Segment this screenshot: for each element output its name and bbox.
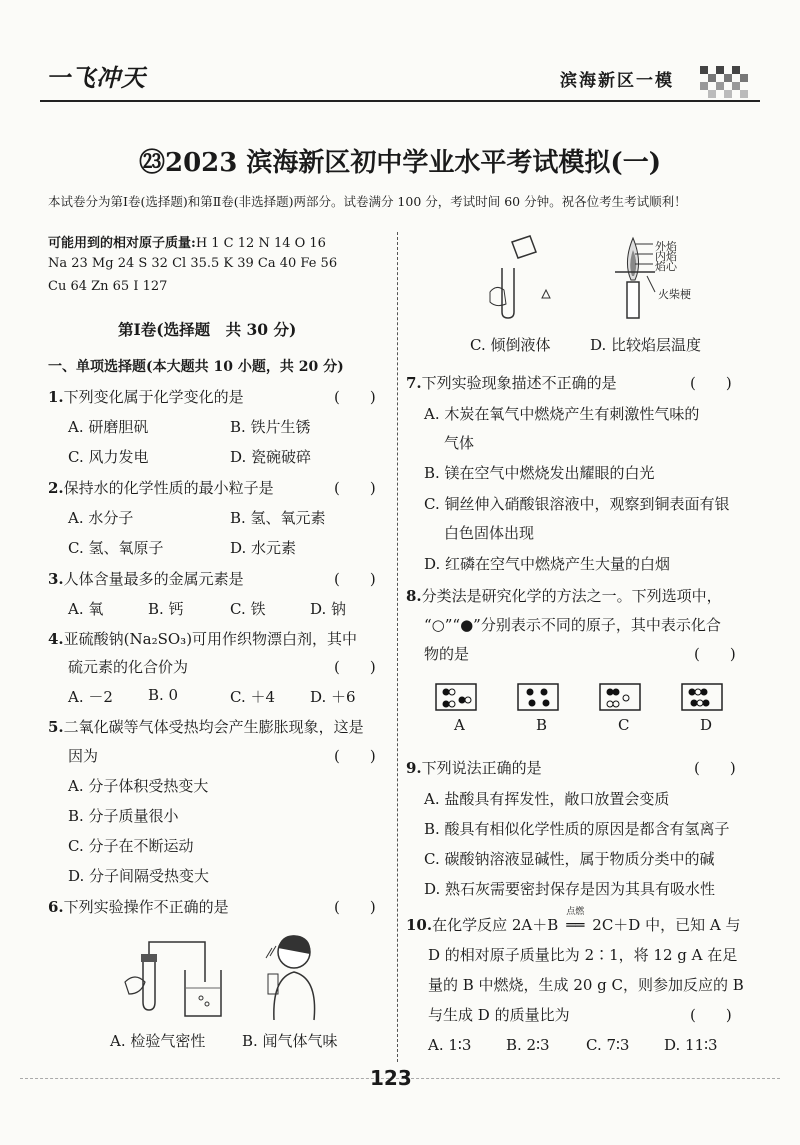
q3-number: 3.: [48, 570, 64, 588]
page-title: [0, 142, 800, 179]
page-number: 123: [370, 1066, 412, 1090]
q2-answer-blank: ( ): [334, 479, 376, 497]
header-rule: [40, 100, 760, 102]
q10-stem-4: 与生成 D 的质量比为: [428, 1006, 570, 1024]
q7-option-c: C. 铜丝伸入硝酸银溶液中，观察到铜表面有银: [424, 495, 730, 513]
q4-answer-blank: ( ): [334, 658, 376, 676]
q8-label-c: C: [618, 716, 630, 734]
q10-answer-blank: ( ): [690, 1006, 732, 1024]
q6-option-d: D. 比较焰层温度: [590, 336, 702, 354]
q10-condition: 点燃: [566, 907, 585, 917]
q7-option-b: B. 镁在空气中燃烧发出耀眼的白光: [424, 464, 655, 482]
q1-option-d: D. 瓷碗破碎: [230, 448, 312, 466]
q6-option-c: C. 倾倒液体: [470, 336, 551, 354]
q7-stem: [406, 372, 617, 393]
q8-text-1: 分类法是研究化学的方法之一。下列选项中，: [421, 587, 722, 605]
header-exam-name: 滨海新区一模: [560, 71, 674, 91]
q7-answer-blank: ( ): [690, 374, 732, 392]
q4-option-c: C. ＋4: [230, 688, 276, 706]
q3-answer-blank: ( ): [334, 570, 376, 588]
q9-option-a: A. 盐酸具有挥发性，敞口放置会变质: [424, 790, 670, 808]
q10-stem-1: [406, 907, 741, 935]
q2-text: 保持水的化学性质的最小粒子是: [63, 479, 274, 497]
q8-number: 8.: [406, 587, 422, 605]
q9-answer-blank: ( ): [694, 759, 736, 777]
q6-text: 下列实验操作不正确的是: [63, 898, 229, 916]
q10-stem-3: 量的 B 中燃烧，生成 20 g C，则参加反应的 B: [428, 976, 744, 994]
q8-answer-blank: ( ): [694, 645, 736, 663]
flame-label-core: 焰心: [655, 260, 677, 273]
q8-stem-2: “○”“●”分别表示不同的原子，其中表示化合: [424, 616, 721, 634]
q6-pouring-liquid-figure: [480, 232, 570, 322]
brand-logo: 一飞冲天: [46, 64, 146, 92]
q10-option-d: D. 11∶3: [664, 1036, 718, 1054]
q5-answer-blank: ( ): [334, 747, 376, 765]
title-text: 2023 滨海新区初中学业水平考试模拟(一): [164, 148, 662, 178]
q5-option-c: C. 分子在不断运动: [68, 837, 194, 855]
q1-option-c: C. 风力发电: [68, 448, 149, 466]
q4-option-a: A. －2: [68, 688, 113, 706]
q7-option-d: D. 红磷在空气中燃烧产生大量的白烟: [424, 555, 671, 573]
q5-stem: [48, 716, 364, 737]
flame-label-match: 火柴梗: [658, 288, 691, 301]
q3-option-b: B. 钙: [148, 600, 184, 618]
atomic-mass-line2: Na 23 Mg 24 S 32 Cl 35.5 K 39 Ca 40 Fe 56: [48, 256, 338, 271]
column-divider: [397, 232, 398, 1062]
q2-option-b: B. 氢、氧元素: [230, 509, 326, 527]
q4-option-b: B. 0: [148, 686, 179, 704]
q2-option-a: A. 水分子: [68, 509, 134, 527]
q1-option-b: B. 铁片生锈: [230, 418, 311, 436]
q10-text-1b: 2C＋D 中，已知 A 与: [592, 916, 741, 934]
q5-number: 5.: [48, 718, 64, 736]
q8-label-a: A: [454, 716, 465, 734]
q1-stem: [48, 386, 244, 407]
q7-option-a-cont: 气体: [444, 434, 475, 452]
q3-option-d: D. 钠: [310, 600, 347, 618]
flame-label-outer: 外焰: [655, 240, 677, 253]
q10-stem-2: D 的相对原子质量比为 2∶1，将 12 g A 在足: [428, 946, 738, 964]
q1-number: 1.: [48, 388, 64, 406]
q8-box-a: [436, 684, 476, 710]
q8-box-c: [600, 684, 640, 710]
q10-text-1a: 在化学反应 2A＋B: [432, 916, 559, 934]
q1-text: 下列变化属于化学变化的是: [63, 388, 244, 406]
q10-option-b: B. 2∶3: [506, 1036, 550, 1054]
q8-stem: [406, 585, 722, 606]
q5-text-1: 二氧化碳等气体受热均会产生膨胀现象，这是: [63, 718, 364, 736]
q5-option-a: A. 分子体积受热变大: [68, 777, 209, 795]
q10-option-a: A. 1∶3: [428, 1036, 472, 1054]
q2-option-c: C. 氢、氧原子: [68, 539, 164, 557]
atomic-mass-values1: H 1 C 12 N 14 O 16: [195, 236, 326, 251]
q2-stem: [48, 477, 274, 498]
atomic-mass-label: 可能用到的相对原子质量:: [48, 236, 196, 251]
q7-option-c-cont: 白色固体出现: [444, 524, 535, 542]
q5-option-b: B. 分子质量很小: [68, 807, 179, 825]
q7-number: 7.: [406, 374, 422, 392]
q6-airtightness-figure: [115, 932, 225, 1022]
q4-number: 4.: [48, 630, 64, 648]
flame-label-inner: 内焰: [655, 250, 677, 263]
q7-text: 下列实验现象描述不正确的是: [421, 374, 617, 392]
intro-text: 本试卷分为第Ⅰ卷(选择题)和第Ⅱ卷(非选择题)两部分。试卷满分 100 分，考试时间 60 分钟。祝各位考生考试顺利！: [48, 194, 687, 209]
q6-flame-figure: [595, 232, 695, 322]
q4-stem: [48, 628, 357, 649]
q3-text: 人体含量最多的金属元素是: [63, 570, 244, 588]
checker-pattern-icon: [700, 66, 748, 98]
section1-title: 一、单项选择题(本大题共 10 小题，共 20 分): [48, 359, 344, 375]
q9-option-d: D. 熟石灰需要密封保存是因为其具有吸水性: [424, 880, 716, 898]
q9-option-c: C. 碳酸钠溶液显碱性，属于物质分类中的碱: [424, 850, 715, 868]
q6-smell-gas-figure: [250, 928, 330, 1023]
q8-box-d: [682, 684, 722, 710]
q8-label-d: D: [700, 716, 713, 734]
q6-option-a: A. 检验气密性: [110, 1032, 206, 1050]
q10-option-c: C. 7∶3: [586, 1036, 630, 1054]
q8-label-b: B: [536, 716, 548, 734]
q4-option-d: D. ＋6: [310, 688, 356, 706]
q2-option-d: D. 水元素: [230, 539, 297, 557]
q6-option-b: B. 闻气体气味: [242, 1032, 338, 1050]
q3-option-a: A. 氧: [68, 600, 104, 618]
q8-box-b: [518, 684, 558, 710]
paper-number: ㉓: [138, 148, 165, 178]
q7-option-a: A. 木炭在氧气中燃烧产生有刺激性气味的: [424, 405, 700, 423]
q3-option-c: C. 铁: [230, 600, 266, 618]
q6-stem: [48, 896, 229, 917]
q9-text: 下列说法正确的是: [421, 759, 542, 777]
atomic-mass-line3: Cu 64 Zn 65 I 127: [48, 279, 168, 294]
q5-stem-2: 因为: [68, 747, 99, 765]
q6-answer-blank: ( ): [334, 898, 376, 916]
part1-title: 第Ⅰ卷(选择题 共 30 分): [118, 320, 297, 339]
q5-option-d: D. 分子间隔受热变大: [68, 867, 210, 885]
q9-option-b: B. 酸具有相似化学性质的原因是都含有氢离子: [424, 820, 730, 838]
q9-number: 9.: [406, 759, 422, 777]
q2-number: 2.: [48, 479, 64, 497]
q6-number: 6.: [48, 898, 64, 916]
q10-reaction-arrow: 点燃 ══: [558, 916, 592, 934]
q4-stem-2: 硫元素的化合价为: [68, 658, 189, 676]
q1-answer-blank: ( ): [334, 388, 376, 406]
atomic-mass-line1: [48, 232, 326, 251]
q1-option-a: A. 研磨胆矾: [68, 418, 149, 436]
q4-text-1: 亚硫酸钠(Na₂SO₃)可用作织物漂白剂，其中: [63, 630, 358, 648]
q10-number: 10.: [406, 916, 433, 934]
q3-stem: [48, 568, 244, 589]
q8-molecule-boxes: [432, 682, 742, 712]
q8-stem-3: 物的是: [424, 645, 470, 663]
q9-stem: [406, 757, 542, 778]
